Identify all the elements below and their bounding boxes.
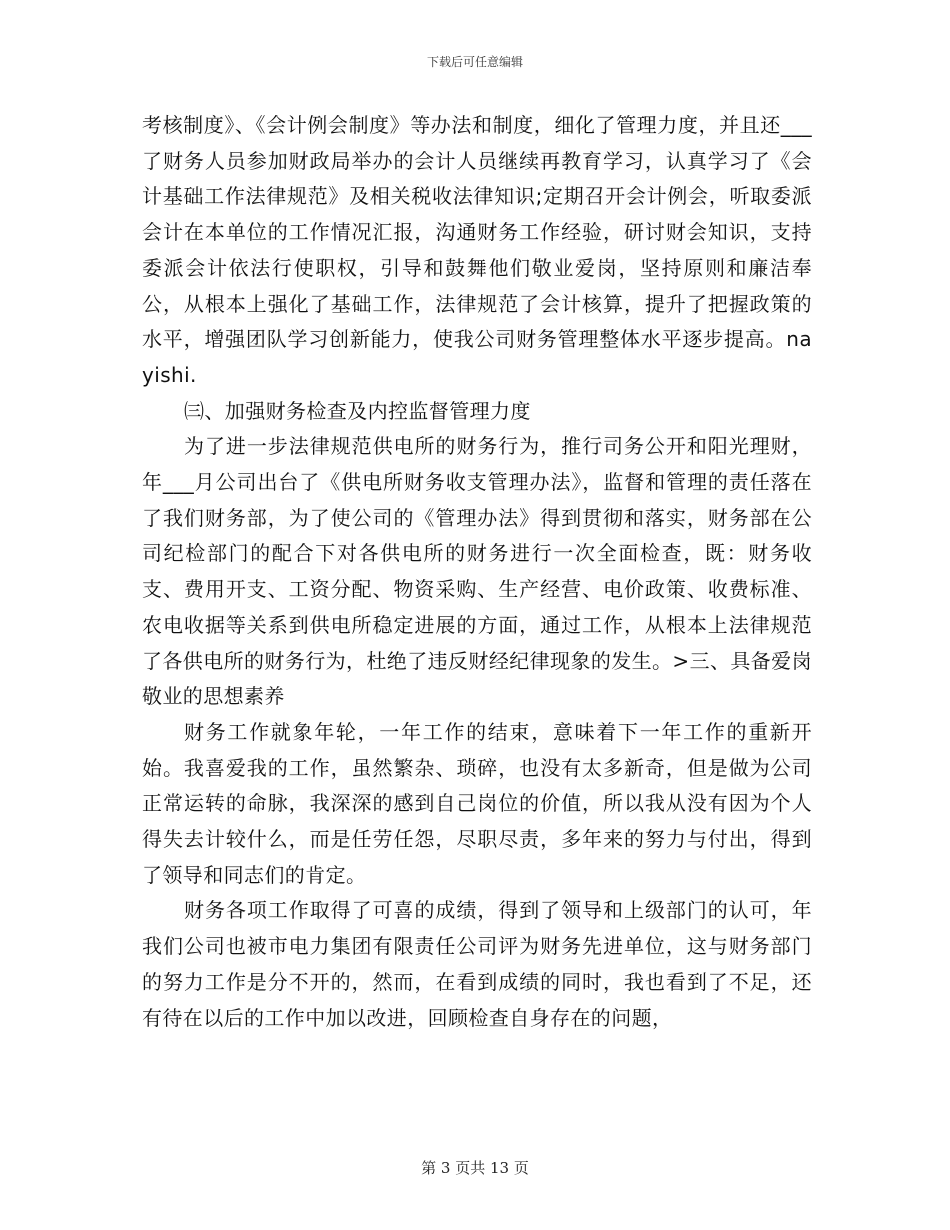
document-body [142, 108, 812, 1036]
section-heading: ㈢、加强财务检查及内控监督管理力度 [184, 398, 531, 423]
paragraph-inspection: 为了进一步法律规范供电所的财务行为，推行司务公开和阳光理财，年___月公司出台了《供电所财务收支管理办法》，监督和管理的责任落在了我们财务部，为了使公司的《管理办法》得到贯彻和落实，财务部在公司纪检部门的配合下对各供电所的财务进行一次全面检查，既：财务收支、费用开支、工资分配、物资采购、生产经营、电价政策、收费标准、农电收据等关系到供电所稳定进展的方面，通过工作，从根本上法律规范了各供电所的财务行为，杜绝了违反财经纪律现象的发生。>三、具备爱岗敬业的思想素养 [142, 434, 812, 709]
paragraph-dedication: 财务工作就象年轮，一年工作的结束，意味着下一年工作的重新开始。我喜爱我的工作，虽然繁杂、琐碎，也没有太多新奇，但是做为公司正常运转的命脉，我深深的感到自己岗位的价值，所以我从没有因为个人得失去计较什么，而是任劳任怨，尽职尽责，多年来的努力与付出，得到了领导和同志们的肯定。 [142, 719, 812, 887]
paragraph-continuation: 考核制度》、《会计例会制度》等办法和制度，细化了管理力度，并且还___了财务人员参加财政局举办的会计人员继续再教育学习，认真学习了《会计基础工作法律规范》及相关税收法律知识;定期召开会计例会，听取委派会计在本单位的工作情况汇报，沟通财务工作经验，研讨财会知识，支持委派会计依法行使职权，引导和鼓舞他们敬业爱岗，坚持原则和廉洁奉公，从根本上强化了基础工作，法律规范了会计核算，提升了把握政策的水平，增强团队学习创新能力，使我公司财务管理整体水平逐步提高。nayishi. [142, 113, 812, 387]
paragraph-achievements: 财务各项工作取得了可喜的成绩，得到了领导和上级部门的认可，年我们公司也被市电力集团有限责任公司评为财务先进单位，这与财务部门的努力工作是分不开的，然而，在看到成绩的同时，我也看到了不足，还有待在以后的工作中加以改进，回顾检查自身存在的问题， [142, 898, 812, 1030]
page-header-note: 下载后可任意编辑 [426, 55, 523, 69]
page-number: 第 3 页共 13 页 [421, 1159, 529, 1177]
